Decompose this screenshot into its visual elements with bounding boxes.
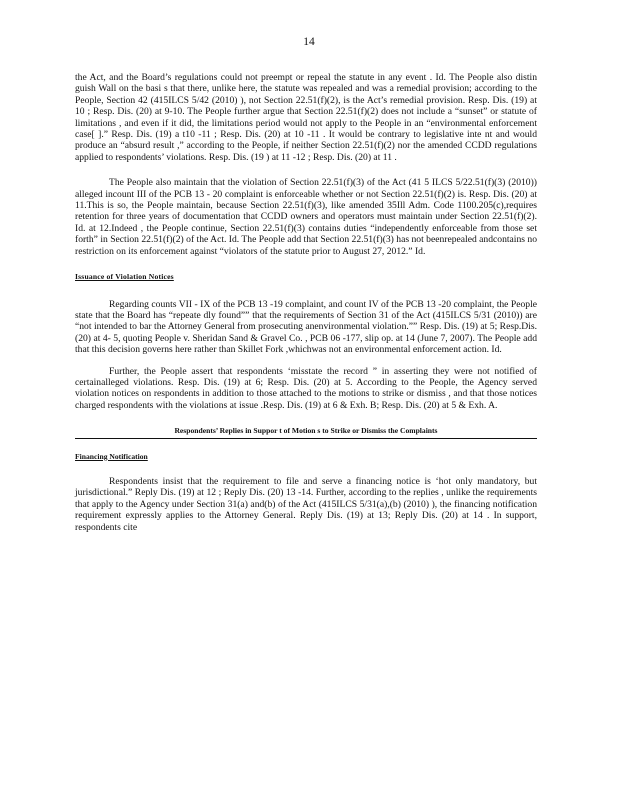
paragraph-misstate-record: Further, the People assert that respondents ‘misstate the record ” in asserting they were not notified of certainalleged violations. Resp. Dis. (19) at 6; Resp. Dis. (20) at 5. According to the People, the Agency served violation notices on respondents in addition to those attached to the motions to strike or dismiss , and that those notices charged respondents with the violations at issue .Resp. Dis. (19) at 6 & Exh. B; Resp. Dis. (20) at 5 & Exh. A.	[75, 365, 537, 411]
paragraph-section-22-51-f-3: The People also maintain that the violation of Section 22.51(f)(3) of the Act (41 5 ILCS 5/22.51(f)(3) (2010)) alleged incount III of the PCB 13 - 20 complaint is enforceable whether or not Section 22.51(f)(2) is. Resp. Dis. (20) at 11.This is so, the People maintain, because Section 22.51(f)(3), like amended 35Ill Adm. Code 1100.205(c),requires retention for three years of documentation that CCDD owners and operators must maintain under Section 22.51(f)(2). Id. at 12.Indeed , the People continue, Section 22.51(f)(3) contains duties “independently enforceable from those set forth” in Section 22.51(f)(2) of the Act. Id. The People add that Section 22.51(f)(3) has not beenrepealed andcontains no restriction on its enforcement against “violators of the statute prior to August 27, 2012.” Id.	[75, 177, 537, 257]
heading-respondents-replies: Respondents’ Replies in Suppor t of Motion s to Strike or Dismiss the Complaints	[75, 425, 537, 438]
paragraph-counts-regarding: Regarding counts VII - IX of the PCB 13 -19 complaint, and count IV of the PCB 13 -20 complaint, the People state that the Board has “repeate dly found”” that the requirements of Section 31 of the Act (415ILCS 5/31 (2010)) are “not intended to bar the Attorney General from prosecuting anenvironmental violation.”” Resp. Dis. (19) at 5; Resp.Dis. (20) at 4- 5, quoting People v. Sheridan Sand & Gravel Co. , PCB 06 -177, slip op. at 14 (June 7, 2007). The People add that this decision governs here rather than Skillet Fork ,whichwas not an environmental enforcement action. Id.	[75, 298, 537, 356]
page-number: 14	[303, 36, 315, 48]
document-body	[75, 72, 537, 533]
heading-financing-notification: Financing Notification	[75, 451, 148, 461]
paragraph-financing-notice: Respondents insist that the requirement to file and serve a financing notice is ‘hot only mandatory, but jurisdictional.” Reply Dis. (19) at 12 ; Reply Dis. (20) 13 -14. Further, according to the replies , unlike the requirements that apply to the Agency under Section 31(a) and(b) of the Act (415ILCS 5/31(a),(b) (2010) ), the financing notification requirement expressly applies to the Attorney General. Reply Dis. (19) at 13; Reply Dis. (20) at 14 . In support, respondents cite	[75, 475, 537, 533]
paragraph-continuation: the Act, and the Board’s regulations could not preempt or repeal the statute in any event . Id. The People also distin guish Wall on the basi s that there, unlike here, the statute was repealed and was a remedial provision; according to the People, Section 42 (415ILCS 5/42 (2010) ), not Section 22.51(f)(2), is the Act’s remedial provision. Resp. Dis. (19) at 10 ; Resp. Dis. (20) at 9-10. The People further argue that Section 22.51(f)(2) does not include a “sunset” or statute of limitations , and even if it did, the limitations period would not apply to the People in an “environmental enforcement case[ ].” Resp. Dis. (19) a t10 -11 ; Resp. Dis. (20) at 10 -11 . It would be contrary to legislative inte nt and would produce an “absurd result ,” according to the People, if neither Section 22.51(f)(2) nor the amended CCDD regulations applied to respondents’ violations. Resp. Dis. (19 ) at 11 -12 ; Resp. Dis. (20) at 11 .	[75, 72, 537, 163]
heading-issuance-of-violation-notices: Issuance of Violation Notices	[75, 272, 174, 282]
